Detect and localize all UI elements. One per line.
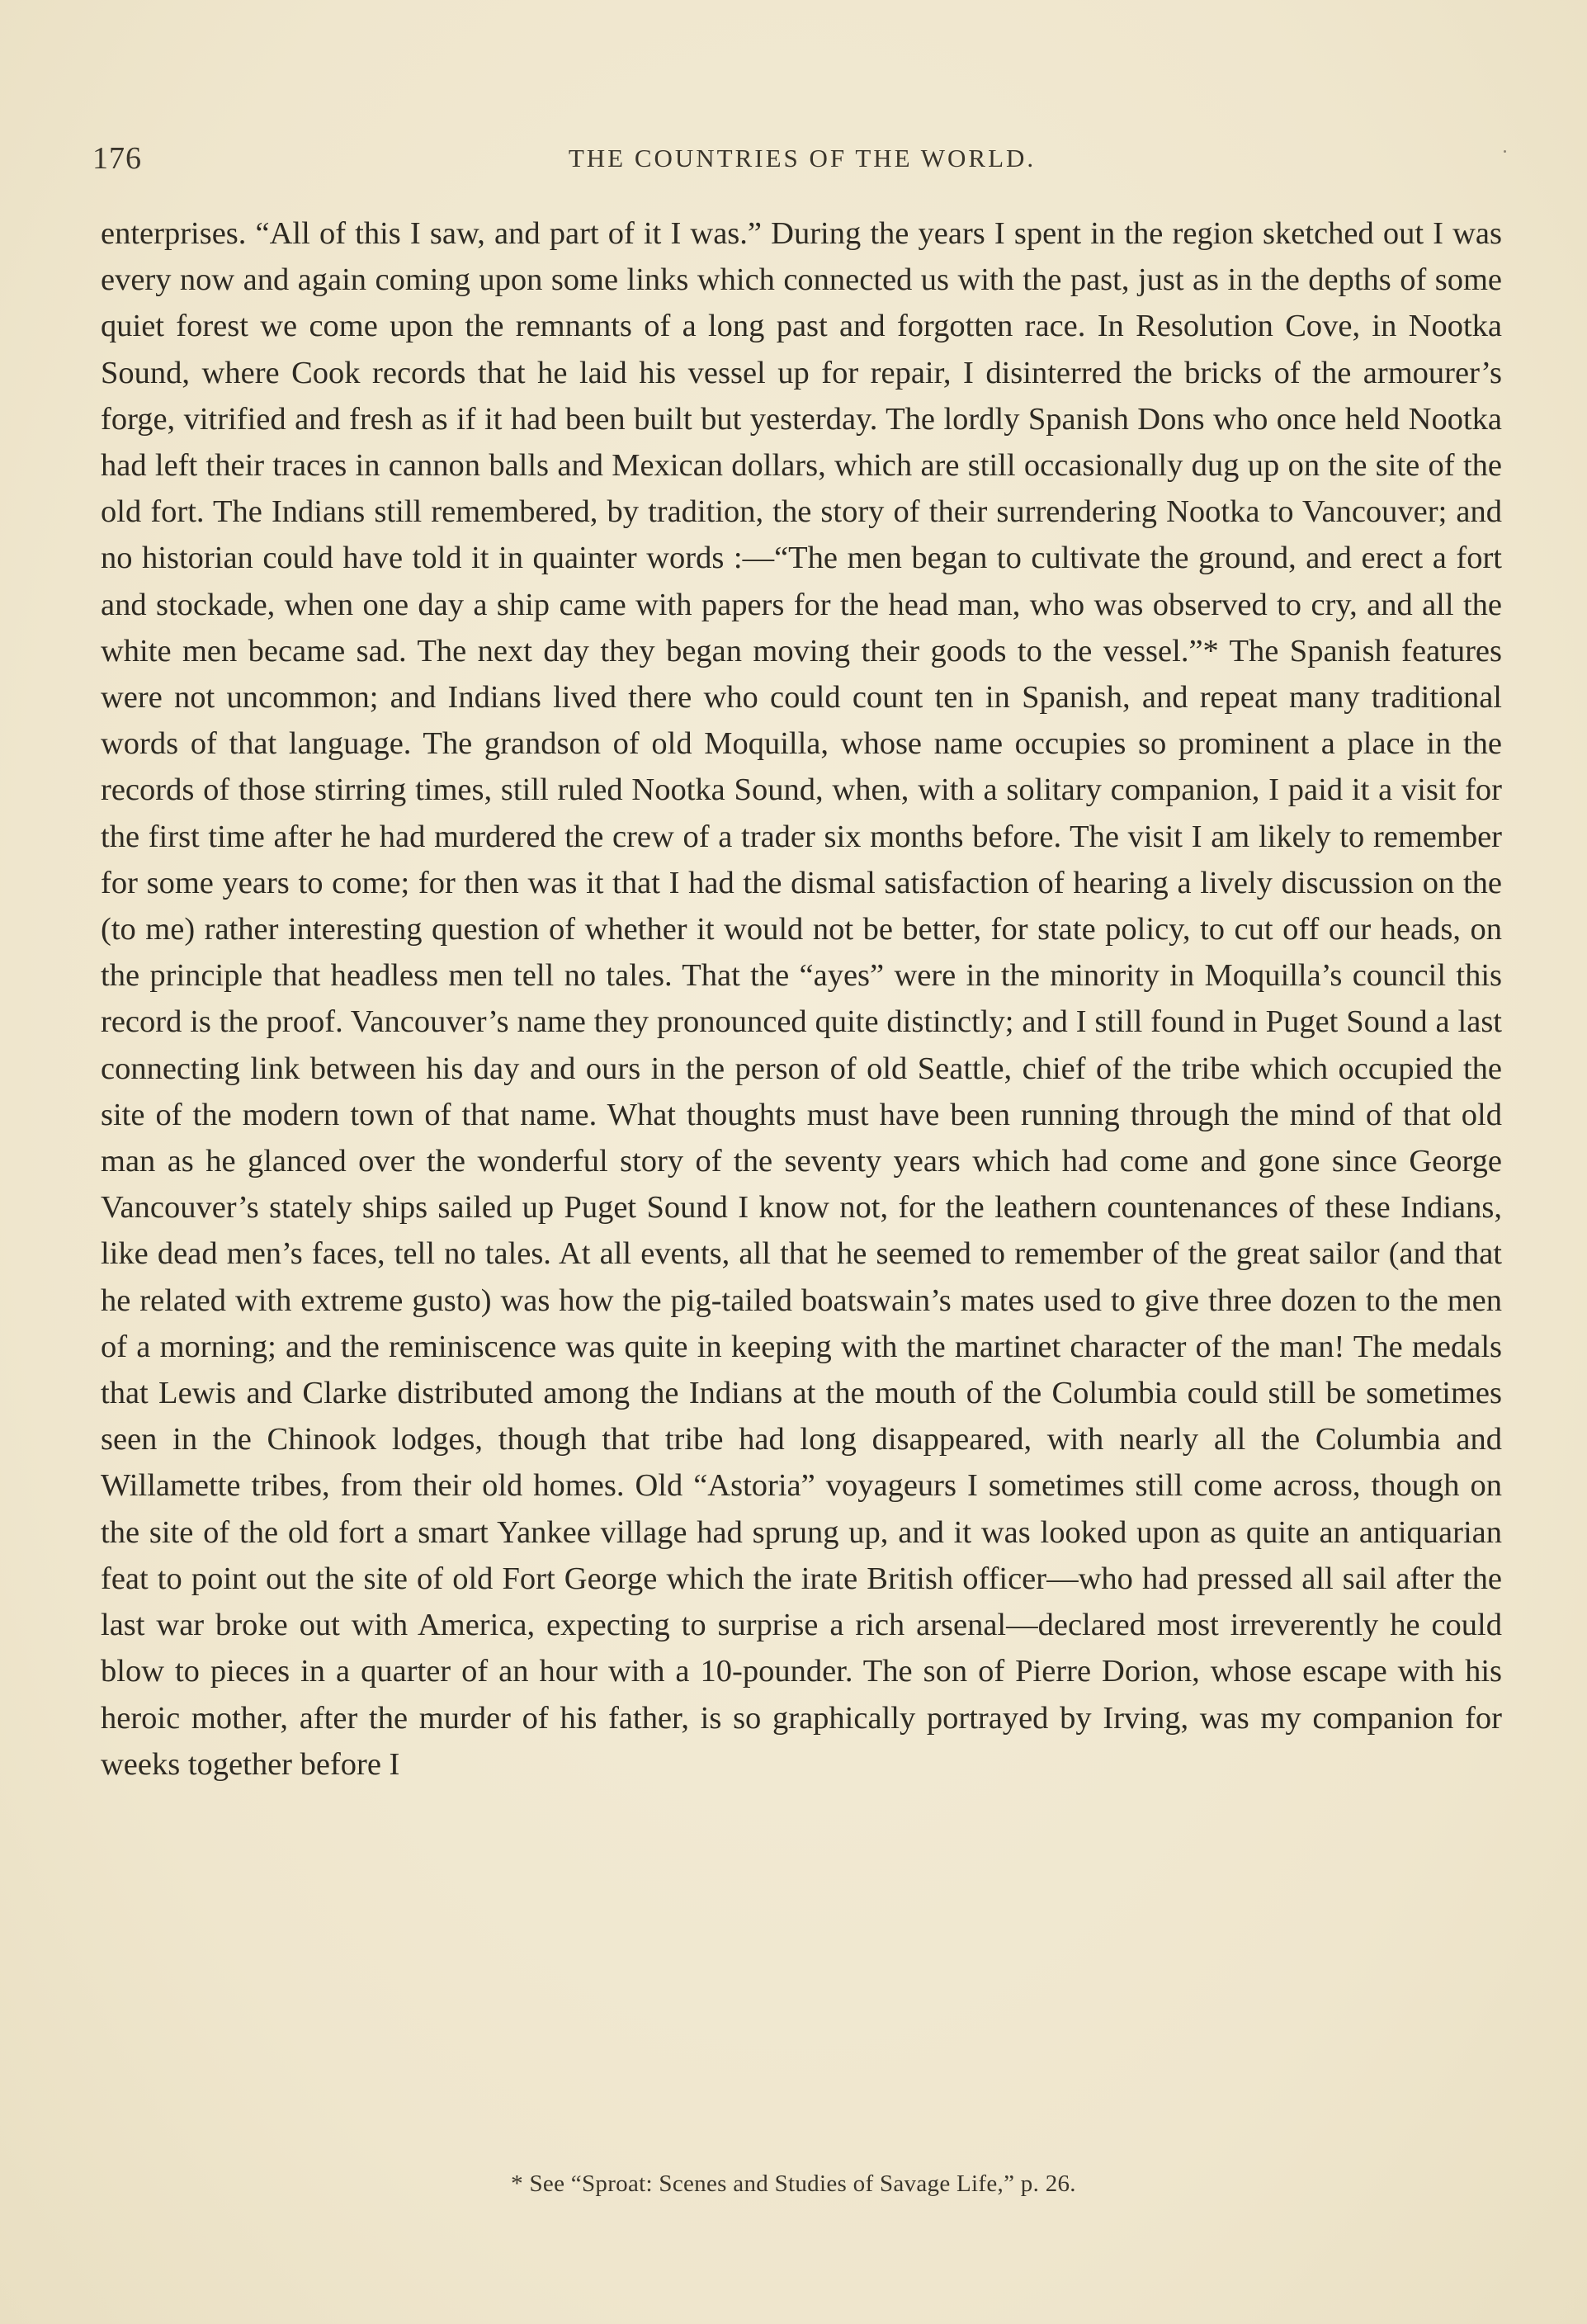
page-number: 176 (92, 141, 142, 176)
running-head (92, 140, 1512, 182)
book-title: THE COUNTRIES OF THE WORLD. (568, 144, 1037, 172)
print-speck (1504, 150, 1506, 153)
footnote: * See “Sproat: Scenes and Studies of Savage Life,” p. 26. (511, 2170, 1076, 2197)
body-paragraph: enterprises. “All of this I saw, and part of it I was.” During the years I spent in the region sketched out I was every now and again coming upon some links which connected us with the past, just as in the depths of some quiet forest we come upon the remnants of a long past and forgotten race. In Resolution Cove, in Nootka Sound, where Cook records that he laid his vessel up for repair, I disinterred the bricks of the armourer’s forge, vitrified and fresh as if it had been built but yesterday. The lordly Spanish Dons who once held Nootka had left their traces in cannon balls and Mexican dollars, which are still occasionally dug up on the site of the old fort. The Indians still remembered, by tradition, the story of their surrendering Nootka to Vancouver; and no historian could have told it in quainter words :—“The men began to cultivate the ground, and erect a fort and stockade, when one day a ship came with papers for the head man, who was observed to cry, and all the white men became sad. The next day they began moving their goods to the vessel.”* The Spanish features were not uncommon; and Indians lived there who could count ten in Spanish, and repeat many traditional words of that language. The grandson of old Moquilla, whose name occupies so prominent a place in the records of those stirring times, still ruled Nootka Sound, when, with a solitary companion, I paid it a visit for the first time after he had murdered the crew of a trader six months before. The visit I am likely to remember for some years to come; for then was it that I had the dismal satisfaction of hearing a lively discussion on the (to me) rather interesting question of whether it would not be better, for state policy, to cut off our heads, on the principle that headless men tell no tales. That the “ayes” were in the minority in Moquilla’s council this record is the proof. Vancouver’s name they pronounced quite distinctly; and I still found in Puget Sound a last connecting link between his day and ours in the person of old Seattle, chief of the tribe which occupied the site of the modern town of that name. What thoughts must have been running through the mind of that old man as he glanced over the wonderful story of the seventy years which had come and gone since George Vancouver’s stately ships sailed up Puget Sound I know not, for the leathern countenances of these Indians, like dead men’s faces, tell no tales. At all events, all that he seemed to remember of the great sailor (and that he related with extreme gusto) was how the pig-tailed boatswain’s mates used to give three dozen to the men of a morning; and the reminiscence was quite in keeping with the martinet character of the man! The medals that Lewis and Clarke distributed among the Indians at the mouth of the Columbia could still be sometimes seen in the Chinook lodges, though that tribe had long disappeared, with nearly all the Columbia and Willamette tribes, from their old homes. Old “Astoria” voyageurs I sometimes still come across, though on the site of the old fort a smart Yankee village had sprung up, and it was looked upon as quite an antiquarian feat to point out the site of old Fort George which the irate British officer—who had pressed all sail after the last war broke out with America, expecting to surprise a rich arsenal—declared most irreverently he could blow to pieces in a quarter of an hour with a 10-pounder. The son of Pierre Dorion, whose escape with his heroic mother, after the murder of his father, is so graphically portrayed by Irving, was my companion for weeks together before I (101, 216, 1502, 1782)
